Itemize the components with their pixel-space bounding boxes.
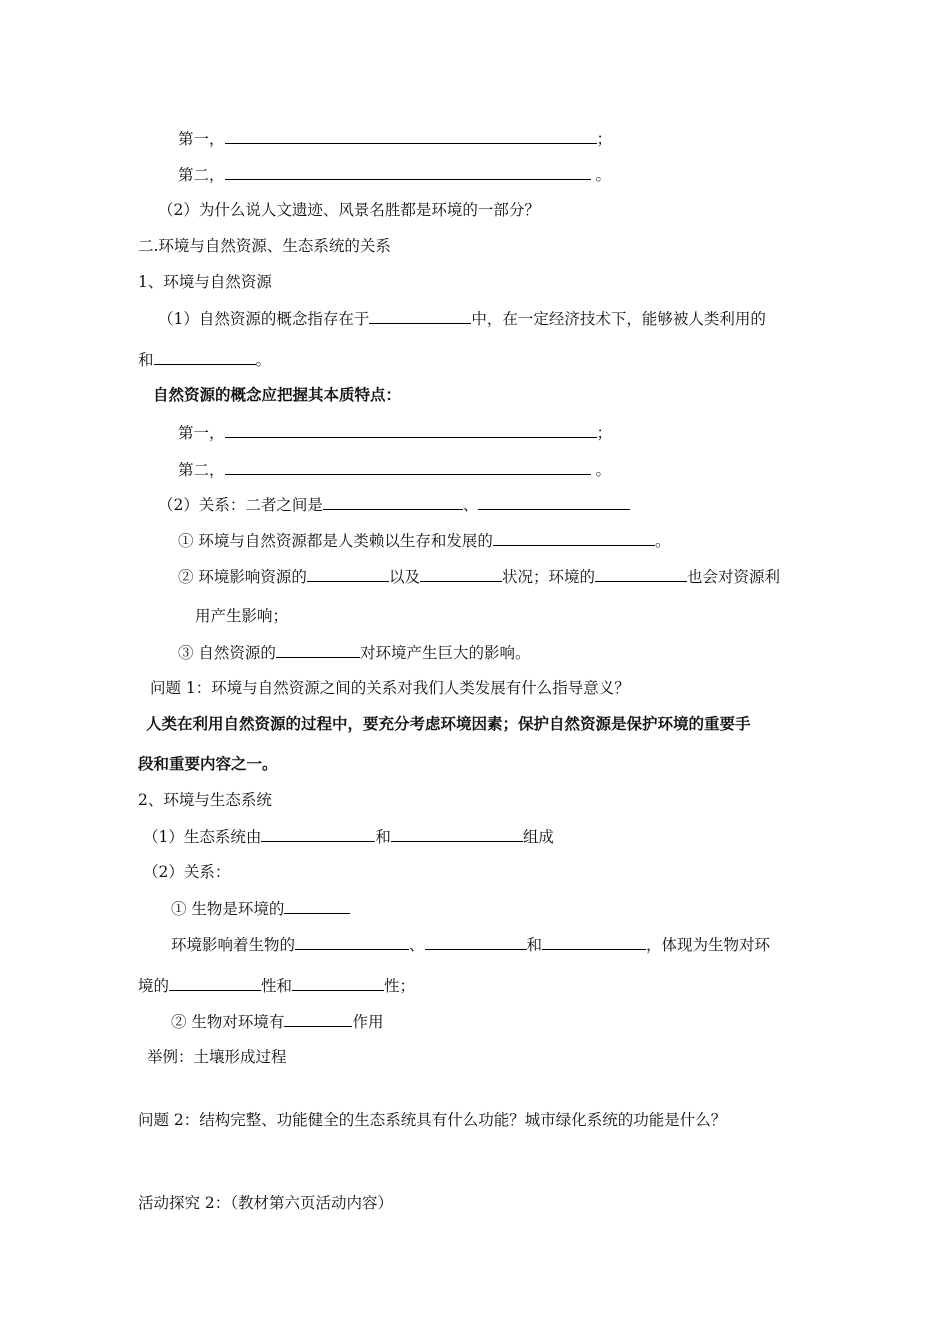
blank-field [292,975,384,991]
blank-field [595,566,687,582]
blank-field [225,164,591,180]
blank-field [542,934,646,950]
subsection-heading: 2、环境与生态系统 [138,791,272,809]
blank-field [284,898,350,914]
relation-item-3: ③ 自然资源的 对环境产生巨大的影响。 [178,644,531,662]
relation-item-2: ② 环境影响资源的 以及 状况；环境的 也会对资源利 [178,568,780,586]
activity-heading: 活动探究 2：（教材第六页活动内容） [138,1194,394,1212]
second-point-line: 第二， 。 [178,461,611,479]
blank-field [478,494,630,510]
ecosystem-item-1: ① 生物是环境的 [171,898,350,919]
blank-field [154,349,256,365]
blank-field [295,934,409,950]
concept-line-cont: 和 。 [138,351,272,369]
first-point-line: 第一， ； [178,130,613,148]
blank-field [276,642,360,658]
first-point-line: 第一， ； [178,424,613,442]
blank-field [261,826,375,842]
ecosystem-item-2: ② 生物对环境有 作用 [171,1013,384,1031]
question-text: （2）为什么说人文遗迹、风景名胜都是环境的一部分？ [158,201,540,219]
blank-field [323,494,463,510]
blank-field [225,459,591,475]
question-2: 问题 2：结构完整、功能健全的生态系统具有什么功能？城市绿化系统的功能是什么？ [138,1111,727,1129]
section-heading: 二.环境与自然资源、生态系统的关系 [138,237,391,255]
blank-field [425,934,527,950]
relation-item-1: ① 环境与自然资源都是人类赖以生存和发展的 。 [178,532,671,550]
blank-field [391,826,523,842]
blank-field [225,422,597,438]
ecosystem-item-1-detail: 环境影响着生物的 、 和 ，体现为生物对环 [171,936,771,954]
essence-title: 自然资源的概念应把握其本质特点： [153,386,402,404]
relation-label: （2）关系： [143,863,231,881]
answer-line-cont: 段和重要内容之一。 [138,755,278,773]
relation-line: （2）关系：二者之间是 、 [158,494,630,515]
blank-field [493,530,655,546]
relation-item-2-cont: 用产生影响； [195,607,289,625]
second-point-line: 第二， 。 [178,166,611,184]
example-text: 举例：土壤形成过程 [147,1048,287,1066]
blank-field [307,566,389,582]
blank-field [420,566,502,582]
ecosystem-item-1-cont: 境的 性和 性； [138,977,416,995]
answer-line: 人类在利用自然资源的过程中，要充分考虑环境因素；保护自然资源是保护环境的重要手 [146,715,751,733]
blank-field [225,128,597,144]
subsection-heading: 1、环境与自然资源 [138,273,272,291]
question-1: 问题 1：环境与自然资源之间的关系对我们人类发展有什么指导意义？ [150,679,630,697]
blank-field [169,975,261,991]
blank-field [284,1011,352,1027]
concept-line: （1）自然资源的概念指存在于 中，在一定经济技术下，能够被人类利用的 [158,310,766,328]
ecosystem-composition: （1）生态系统由 和 组成 [143,828,554,846]
blank-field [369,308,471,324]
